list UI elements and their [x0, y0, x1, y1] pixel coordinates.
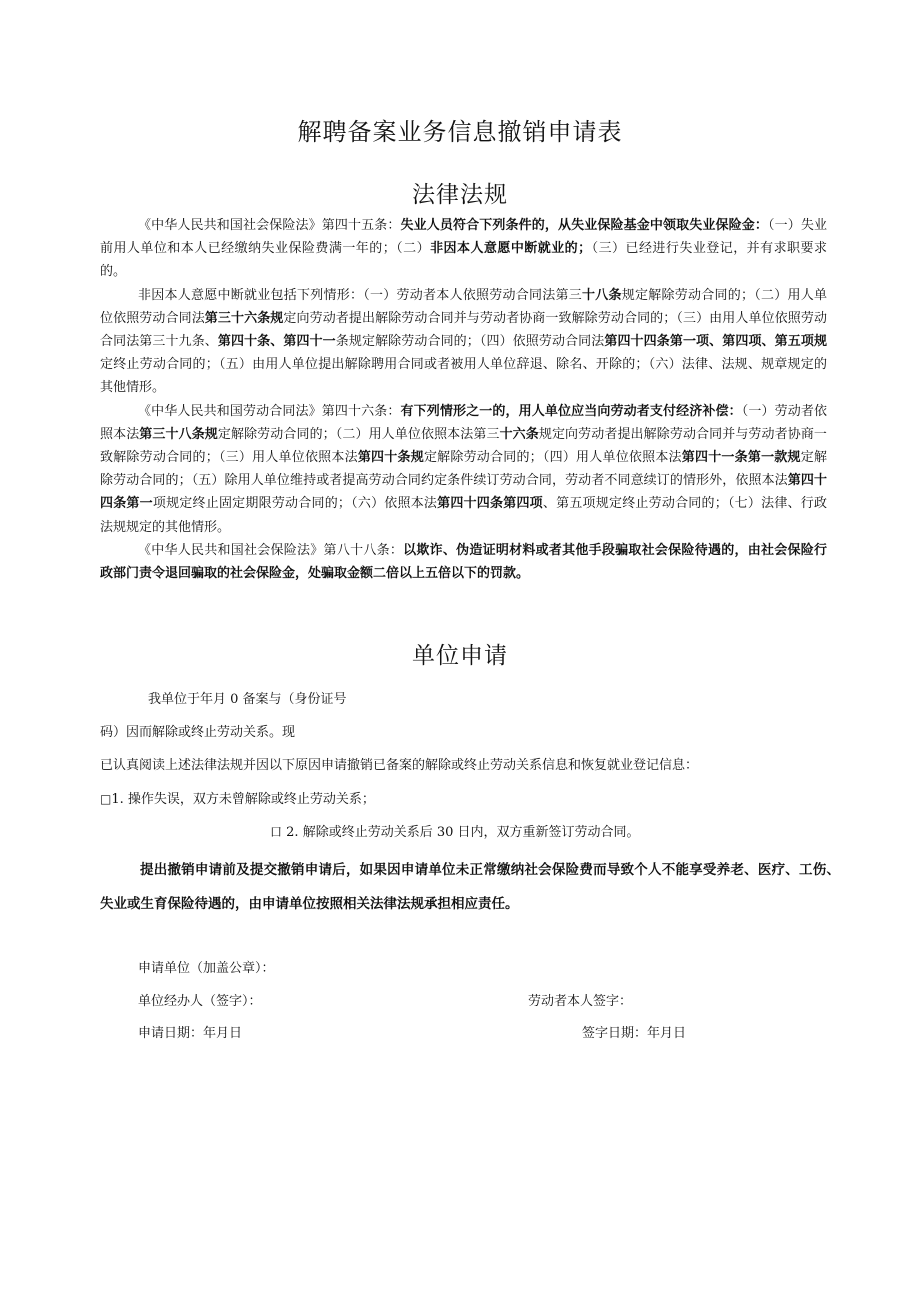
law-text-bold: 十六条	[499, 426, 539, 442]
law-paragraph-social-insurance-45	[100, 214, 827, 284]
law-citation: 《中华人民共和国社会保险法》第八十八条：	[138, 542, 404, 558]
law-citation: 《中华人民共和国社会保险法》第四十五条：	[138, 218, 401, 233]
law-text-bold: 第三十八条规	[139, 426, 218, 442]
law-text-bold: 第四十四条第四项	[437, 496, 543, 512]
law-paragraph-involuntary-unemployment	[100, 284, 827, 400]
law-paragraph-social-insurance-88	[100, 539, 827, 585]
law-text-bold: 有下列情形之一的，用人单位应当向劳动者支付经济补偿：	[400, 403, 742, 419]
unit-agent-signature-label: 单位经办人（签字）：	[138, 994, 262, 1009]
law-text: 规定解除劳动合同的；（二）用人单位依照劳动合同法	[100, 287, 827, 326]
law-text-bold: 第三十六条规	[204, 310, 284, 326]
law-paragraph-labor-contract-46	[100, 400, 827, 539]
law-text: 规定向劳动者提出解除劳动合同并与劳动者协商一致解除劳动合同的；（三）用人单位依照本法	[100, 426, 827, 466]
apply-statement-line-2: 码）因而解除或终止劳动关系。现	[100, 725, 296, 740]
law-text-bold: 第四十四条第一项、第四项、第五项规	[604, 334, 827, 350]
law-text: 条规定解除劳动合同的；（四）依照劳动合同法	[335, 334, 605, 350]
law-text: （三）已经进行失业登记，并有求职要求的。	[100, 241, 827, 280]
applicant-unit-seal-label: 申请单位（加盖公章）：	[138, 961, 275, 976]
law-section	[100, 214, 827, 585]
reason-option-1[interactable]	[100, 788, 375, 807]
law-text-bold: 第四十条规	[357, 450, 424, 466]
law-text-bold: 第四十四条第一	[100, 473, 827, 512]
reason-option-2-label: 2. 解除或终止劳动关系后 30 日内，双方重新签订劳动合同。	[286, 825, 640, 840]
law-text: 、第五项规定终止劳动合同的；（七）法律、行政法规规定的其他情形。	[100, 496, 827, 535]
checkbox-icon[interactable]: □	[100, 792, 112, 806]
law-text: 定解除劳动合同的；（二）用人单位依照本法第三	[217, 426, 500, 442]
law-text: （一）失业前用人单位和本人已经缴纳失业保险费满一年的；（二）	[100, 218, 827, 257]
law-text-bold: 以欺诈、伪造证明材料或者其他手段骗取社会保险待遇的，由社会保险行政部门责令退回骗取的社会保险金，处骗取金额二倍以上五倍以下的罚款。	[100, 542, 827, 582]
law-text-bold: 非因本人意愿中断就业的；	[430, 241, 592, 257]
law-text-bold: 失业人员符合下列条件的，从失业保险基金中领取失业保险金：	[400, 218, 768, 233]
reason-option-2[interactable]	[270, 821, 640, 840]
worker-signature-label: 劳动者本人签字：	[528, 994, 633, 1009]
law-text: （一）劳动者依照本法	[100, 403, 827, 442]
law-citation: 《中华人民共和国劳动合同法》第四十六条：	[138, 403, 401, 419]
sign-date-label: 签字日期：年月日	[582, 1026, 687, 1041]
apply-statement-line-1: 我单位于年月 0 备案与（身份证号	[148, 692, 347, 707]
apply-date-label: 申请日期：年月日	[138, 1026, 243, 1041]
law-section-heading: 法律法规	[412, 182, 508, 208]
law-text-bold: 第四十一条第一款规	[681, 450, 801, 466]
law-text: 非因本人意愿中断就业包括下列情形：（一）劳动者本人依照劳动合同法第三	[138, 287, 582, 303]
law-text: 定向劳动者提出解除劳动合同并与劳动者协商一致解除劳动合同的；（三）由用人单位依照劳动合同法第三十九条、	[100, 310, 827, 350]
apply-section-heading: 单位申请	[412, 643, 508, 669]
reason-option-1-label: 1. 操作失误，双方未曾解除或终止劳动关系；	[111, 792, 375, 807]
apply-statement-line-3: 已认真阅读上述法律法规并因以下原因申请撤销已备案的解除或终止劳动关系信息和恢复就业登记信息：	[100, 758, 699, 773]
law-text: 定解除劳动合同的；（五）除用人单位维持或者提高劳动合同约定条件续订劳动合同，劳动者不同意续订的情形外，依照本法	[100, 450, 827, 489]
page-title: 解聘备案业务信息撤销申请表	[297, 118, 623, 146]
law-text: 项规定终止固定期限劳动合同的；（六）依照本法	[152, 496, 438, 512]
law-text: 定解除劳动合同的；（四）用人单位依照本法	[423, 450, 682, 466]
checkbox-icon[interactable]: 口	[270, 825, 283, 839]
liability-notice: 提出撤销申请前及提交撤销申请后，如果因申请单位未正常缴纳社会保险费而导致个人不能享受养老、医疗、工伤、失业或生育保险待遇的，由申请单位按照相关法律法规承担相应责任。	[100, 862, 840, 912]
law-text-bold: 十八条	[581, 287, 622, 303]
law-text: 定终止劳动合同的；（五）由用人单位提出解除聘用合同或者被用人单位辞退、除名、开除的；（六）法律、法规、规章规定的其他情形。	[100, 357, 827, 396]
law-text-bold: 第四十条、第四十一	[217, 334, 336, 350]
